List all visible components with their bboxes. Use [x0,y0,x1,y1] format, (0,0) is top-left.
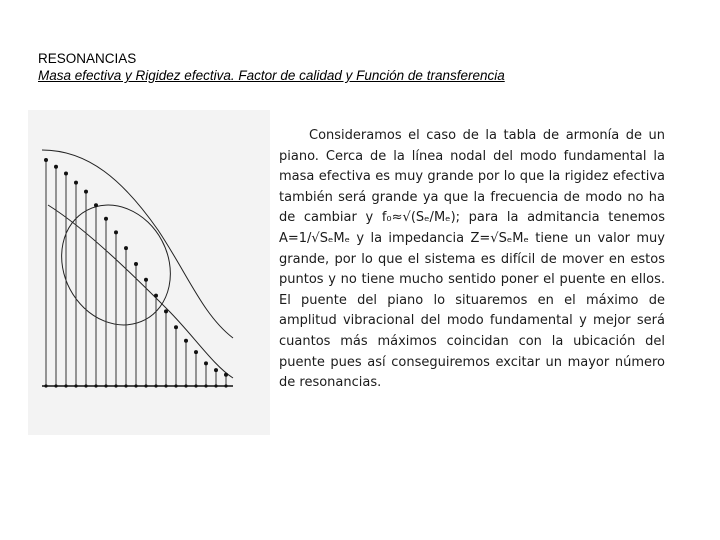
stem-base-point [114,384,117,387]
stem-point [204,361,208,365]
stem-base-point [104,384,107,387]
stem-group [44,158,228,388]
stem-point [174,325,178,329]
title-heading: RESONANCIAS [38,51,137,66]
stem-base-point [54,384,57,387]
stem-base-point [224,384,227,387]
stem-point [134,262,138,266]
stem-point [124,246,128,250]
stem-base-point [84,384,87,387]
stem-point [154,294,158,298]
stem-point [54,165,58,169]
stem-base-point [124,384,127,387]
stem-point [194,350,198,354]
stem-base-point [204,384,207,387]
stem-point [144,278,148,282]
stem-base-point [134,384,137,387]
stem-point [164,309,168,313]
stem-point [94,203,98,207]
stem-point [224,373,228,377]
text-panel [271,120,673,415]
stem-point [104,217,108,221]
stem-base-point [44,384,47,387]
stem-base-point [144,384,147,387]
envelope-curve [42,150,233,338]
slide-title [38,50,698,84]
stem-base-point [214,384,217,387]
stem-base-point [174,384,177,387]
mode-diagram-svg [28,110,270,435]
stem-base-point [194,384,197,387]
body-paragraph: Consideramos el caso de la tabla de armonía de un piano. Cerca de la línea nodal del modo fundamental la masa efectiva es muy grande por lo que la rigidez efectiva también será grande ya que la frecuencia de modo no ha de cambiar y f₀≈√(Sₑ/Mₑ); para la admitancia tenemos A=1/√SₑMₑ y la impedancia Z=√SₑMₑ tiene un valor muy grande, por lo que el sistema es difícil de mover en estos puntos y no tiene mucho sentido poner el puente en ellos. El puente del piano lo situaremos en el máximo de amplitud vibracional del modo fundamental y mejor será cuantos más máximos coincidan con la ubicación del puente pues así conseguiremos excitar un mayor número de resonancias. [279,128,665,391]
stem-point [64,172,68,176]
stem-base-point [94,384,97,387]
stem-point [84,190,88,194]
stem-point [114,230,118,234]
title-subheading: Masa efectiva y Rigidez efectiva. Factor de calidad y Función de transferencia [38,68,505,83]
stem-base-point [154,384,157,387]
stem-point [184,339,188,343]
stem-point [44,158,48,162]
mode-diagram-figure [28,110,270,435]
stem-point [74,181,78,185]
stem-base-point [74,384,77,387]
stem-base-point [184,384,187,387]
stem-point [214,368,218,372]
stem-base-point [164,384,167,387]
stem-base-point [64,384,67,387]
